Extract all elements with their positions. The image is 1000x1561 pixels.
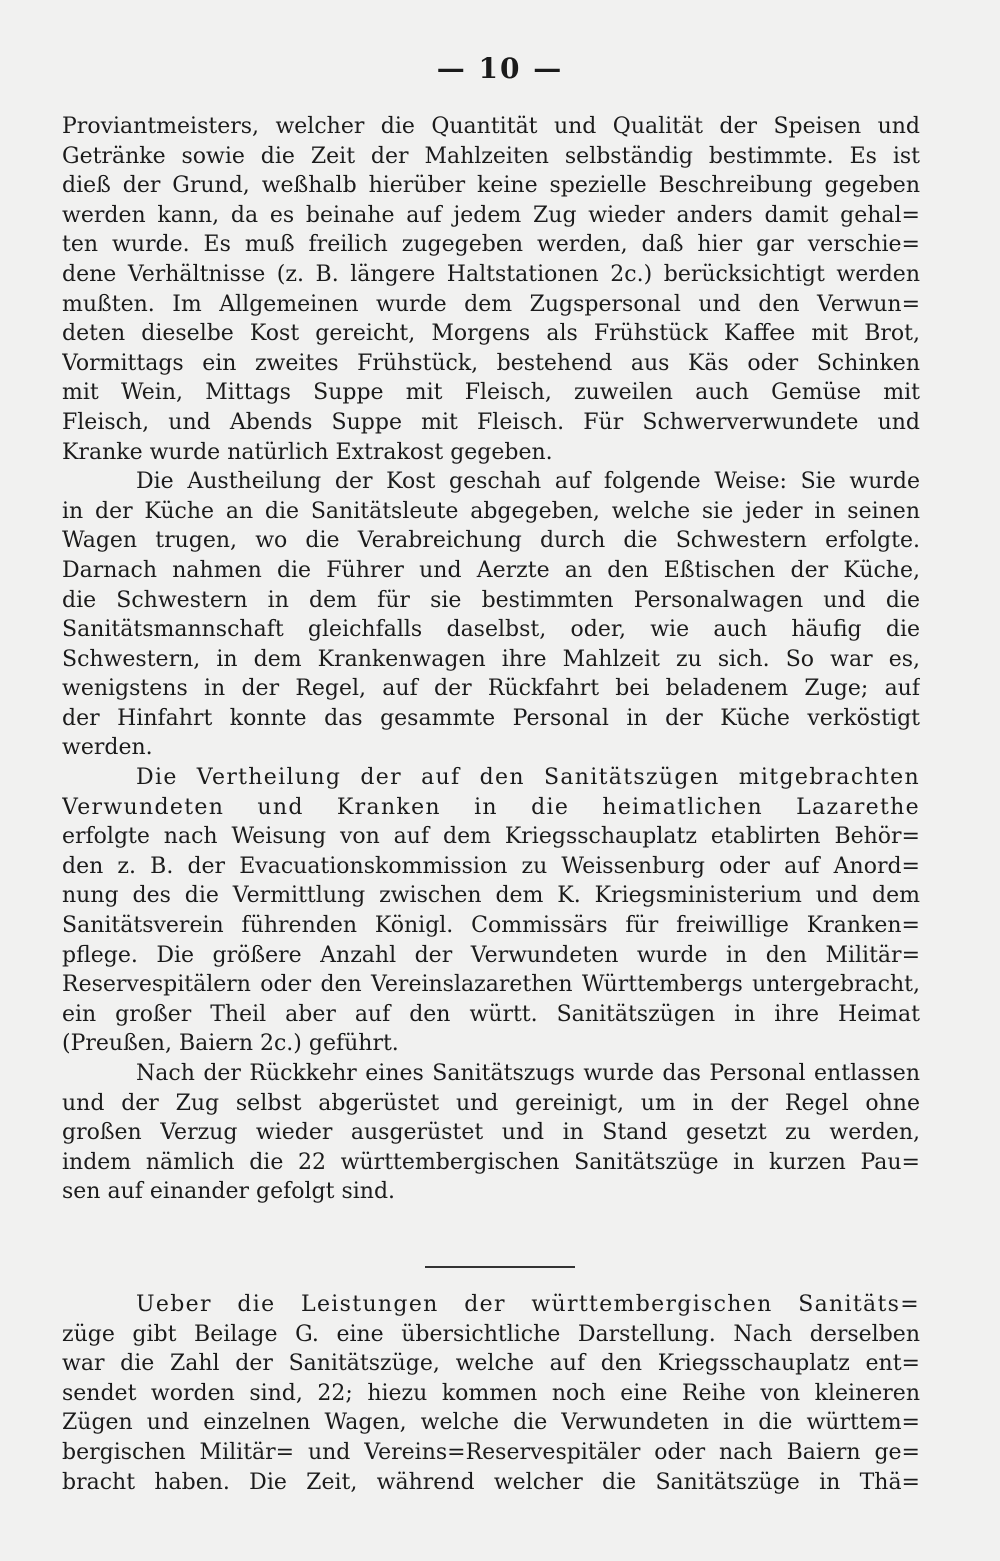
text-line: Verwundeten und Kranken in die heimatlichen Lazarethe <box>62 794 920 820</box>
text-line: Reservespitälern oder den Vereinslazarethen Württembergs untergebracht, <box>62 972 920 998</box>
text-line: in der Küche an die Sanitätsleute abgegeben, welche sie jeder in seinen <box>62 498 920 524</box>
text-line: Wagen trugen, wo die Verabreichung durch die Schwestern erfolgte. <box>62 528 920 554</box>
text-line: werden. <box>62 735 153 761</box>
text-line: großen Verzug wieder ausgerüstet und in Stand gesetzt zu werden, <box>62 1120 920 1146</box>
text-line: Fleisch, und Abends Suppe mit Fleisch. Für Schwerverwundete und <box>62 409 920 435</box>
text-line: pflege. Die größere Anzahl der Verwundeten wurde in den Militär= <box>62 942 920 968</box>
text-line: werden kann, da es beinahe auf jedem Zug wieder anders damit gehal= <box>62 202 920 228</box>
text-line: züge gibt Beilage G. eine übersichtliche Darstellung. Nach derselben <box>62 1321 920 1347</box>
text-line: bracht haben. Die Zeit, während welcher die Sanitätszüge in Thä= <box>62 1469 920 1495</box>
text-line: erfolgte nach Weisung von auf dem Kriegsschauplatz etablirten Behör= <box>62 824 920 850</box>
text-line: dieß der Grund, weßhalb hierüber keine spezielle Beschreibung gegeben <box>62 173 920 199</box>
body-text-section-2 <box>62 1290 920 1497</box>
text-line: dene Verhältnisse (z. B. längere Haltstationen 2c.) berücksichtigt werden <box>62 261 920 287</box>
text-line: Die Austheilung der Kost geschah auf folgende Weise: Sie wurde <box>136 469 920 495</box>
text-line: Vormittags ein zweites Frühstück, bestehend aus Käs oder Schinken <box>62 350 920 376</box>
text-line: wenigstens in der Regel, auf der Rückfahrt bei beladenem Zuge; auf <box>62 676 920 702</box>
text-line: bergischen Militär= und Vereins=Reservespitäler oder nach Baiern ge= <box>62 1439 920 1465</box>
text-line: den z. B. der Evacuationskommission zu Weissenburg oder auf Anord= <box>62 853 920 879</box>
text-line: Darnach nahmen die Führer und Aerzte an den Eßtischen der Küche, <box>62 557 920 583</box>
text-line: ein großer Theil aber auf den württ. Sanitätszügen in ihre Heimat <box>62 1001 920 1027</box>
text-line: (Preußen, Baiern 2c.) geführt. <box>62 1031 399 1057</box>
text-line: Sanitätsverein führenden Königl. Commissärs für freiwillige Kranken= <box>62 913 920 939</box>
text-line: Zügen und einzelnen Wagen, welche die Verwundeten in die württem= <box>62 1410 920 1436</box>
text-line: sendet worden sind, 22; hiezu kommen noch eine Reihe von kleineren <box>62 1380 920 1406</box>
text-line: Getränke sowie die Zeit der Mahlzeiten selbständig bestimmte. Es ist <box>62 143 920 169</box>
text-line: deten dieselbe Kost gereicht, Morgens als Frühstück Kaffee mit Brot, <box>62 321 920 347</box>
page-number: — 10 — <box>436 52 564 85</box>
text-line: mußten. Im Allgemeinen wurde dem Zugspersonal und den Verwun= <box>62 291 920 317</box>
section-separator-rule <box>425 1266 575 1268</box>
text-line: der Hinfahrt konnte das gesammte Personal in der Küche verköstigt <box>62 705 920 731</box>
text-line: Proviantmeisters, welcher die Quantität und Qualität der Speisen und <box>62 114 920 139</box>
text-line: und der Zug selbst abgerüstet und gereinigt, um in der Regel ohne <box>62 1090 920 1116</box>
text-line: Die Vertheilung der auf den Sanitätszügen mitgebrachten <box>136 765 920 791</box>
text-line: sen auf einander gefolgt sind. <box>62 1179 396 1205</box>
text-line: indem nämlich die 22 württembergischen Sanitätszüge in kurzen Pau= <box>62 1149 920 1175</box>
body-text-section-1 <box>62 112 920 1207</box>
text-line: nung des die Vermittlung zwischen dem K. Kriegsministerium und dem <box>62 883 920 909</box>
text-line: Schwestern, in dem Krankenwagen ihre Mahlzeit zu sich. So war es, <box>62 646 920 672</box>
text-line: die Schwestern in dem für sie bestimmten Personalwagen und die <box>62 587 920 613</box>
text-line: Ueber die Leistungen der württembergischen Sanitäts= <box>136 1292 920 1317</box>
text-line: ten wurde. Es muß freilich zugegeben werden, daß hier gar verschie= <box>62 232 920 258</box>
text-line: Sanitätsmannschaft gleichfalls daselbst, oder, wie auch häufig die <box>62 617 920 643</box>
text-line: war die Zahl der Sanitätszüge, welche auf den Kriegsschauplatz ent= <box>62 1351 920 1377</box>
text-line: Kranke wurde natürlich Extrakost gegeben. <box>62 439 553 465</box>
text-line: Nach der Rückkehr eines Sanitätszugs wurde das Personal entlassen <box>136 1061 920 1086</box>
text-line: mit Wein, Mittags Suppe mit Fleisch, zuweilen auch Gemüse mit <box>62 380 920 406</box>
